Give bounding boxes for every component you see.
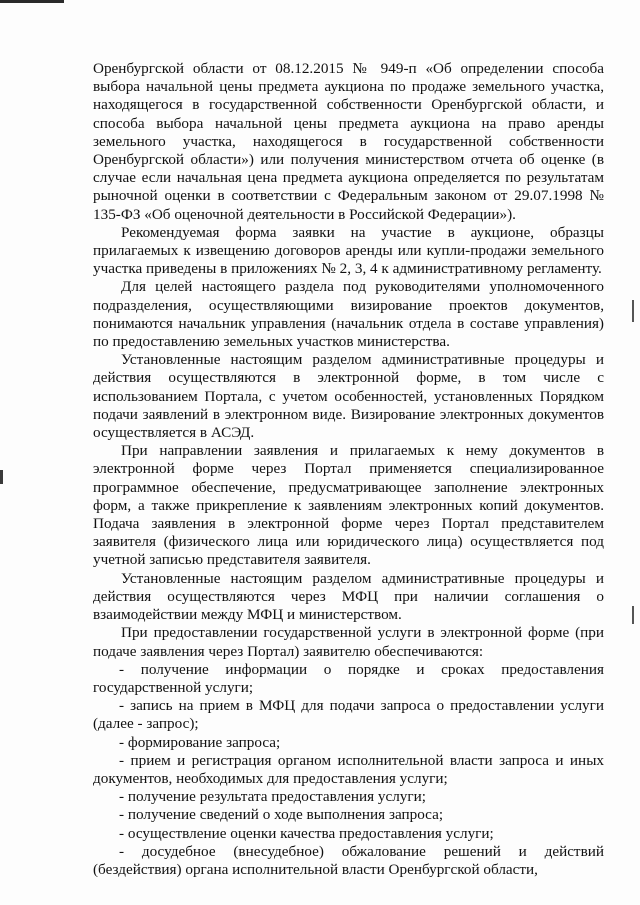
scan-edge-mark [632, 300, 634, 322]
paragraph-continuation: Оренбургской области от 08.12.2015 № 949-п «Об определении способа выбора начальной цены предмета аукциона по продаже земельного участка, находящегося в государственной собственности Оренбургской области, и способа выбора начальной цены предмета аукциона на право аренды земельного участка, находящегося в государственной собственности Оренбургской области») или получения министерством отчета об оценке (в случае если начальная цена предмета аукциона определяется по результатам рыночной оценки в соответствии с Федеральным законом от 29.07.1998 № 135-ФЗ «Об оценочной деятельности в Российской Федерации»). [93, 60, 604, 223]
paragraph-electronic-service: При предоставлении государственной услуги в электронной форме (при подаче заявления через Портал) заявителю обеспечиваются: [93, 624, 604, 660]
list-item: - досудебное (внесудебное) обжалование решений и действий (бездействия) органа исполнительной власти Оренбургской области, [93, 842, 604, 878]
list-item: - прием и регистрация органом исполнительной власти запроса и иных документов, необходимых для предоставления услуги; [93, 751, 604, 787]
paragraph-portal-submission: При направлении заявления и прилагаемых к нему документов в электронной форме через Портал применяется специализированное программное обеспечение, предусматривающее заполнение электронных форм, а также прикрепление к заявлениям электронных копий документов. Подача заявления в электронной форме через Портал представителем заявителя (физического лица или юридического лица) осуществляется под учетной записью представителя заявителя. [93, 442, 604, 569]
list-item: - получение сведений о ходе выполнения запроса; [119, 806, 444, 824]
list-item: - получение результата предоставления услуги; [119, 788, 426, 806]
scan-edge-mark [0, 470, 3, 484]
list-item: - запись на прием в МФЦ для подачи запроса о предоставлении услуги (далее - запрос); [93, 697, 604, 733]
paragraph-application-form: Рекомендуемая форма заявки на участие в аукционе, образцы прилагаемых к извещению договоров аренды или купли-продажи земельного участка приведены в приложениях № 2, 3, 4 к административному регламенту. [93, 223, 604, 278]
list-item: - формирование запроса; [119, 733, 281, 751]
paragraph-division-heads: Для целей настоящего раздела под руководителями уполномоченного подразделения, осуществляющими визирование проектов документов, понимаются начальник управления (начальник отдела в составе управления) по предоставлению земельных участков министерства. [93, 278, 604, 351]
paragraph-electronic-procedures: Установленные настоящим разделом административные процедуры и действия осуществляются в электронной форме, в том числе с использованием Портала, с учетом особенностей, установленных Порядком подачи заявлений в электронном виде. Визирование электронных документов осуществляется в АСЭД. [93, 351, 604, 442]
paragraph-mfc: Установленные настоящим разделом административные процедуры и действия осуществляются через МФЦ при наличии соглашения о взаимодействии между МФЦ и министерством. [93, 569, 604, 624]
scan-edge-mark [632, 606, 634, 624]
list-item: - осуществление оценки качества предоставления услуги; [119, 824, 494, 842]
list-item: - получение информации о порядке и сроках предоставления государственной услуги; [93, 660, 604, 696]
document-body [93, 60, 604, 879]
scan-edge-mark [0, 0, 64, 3]
